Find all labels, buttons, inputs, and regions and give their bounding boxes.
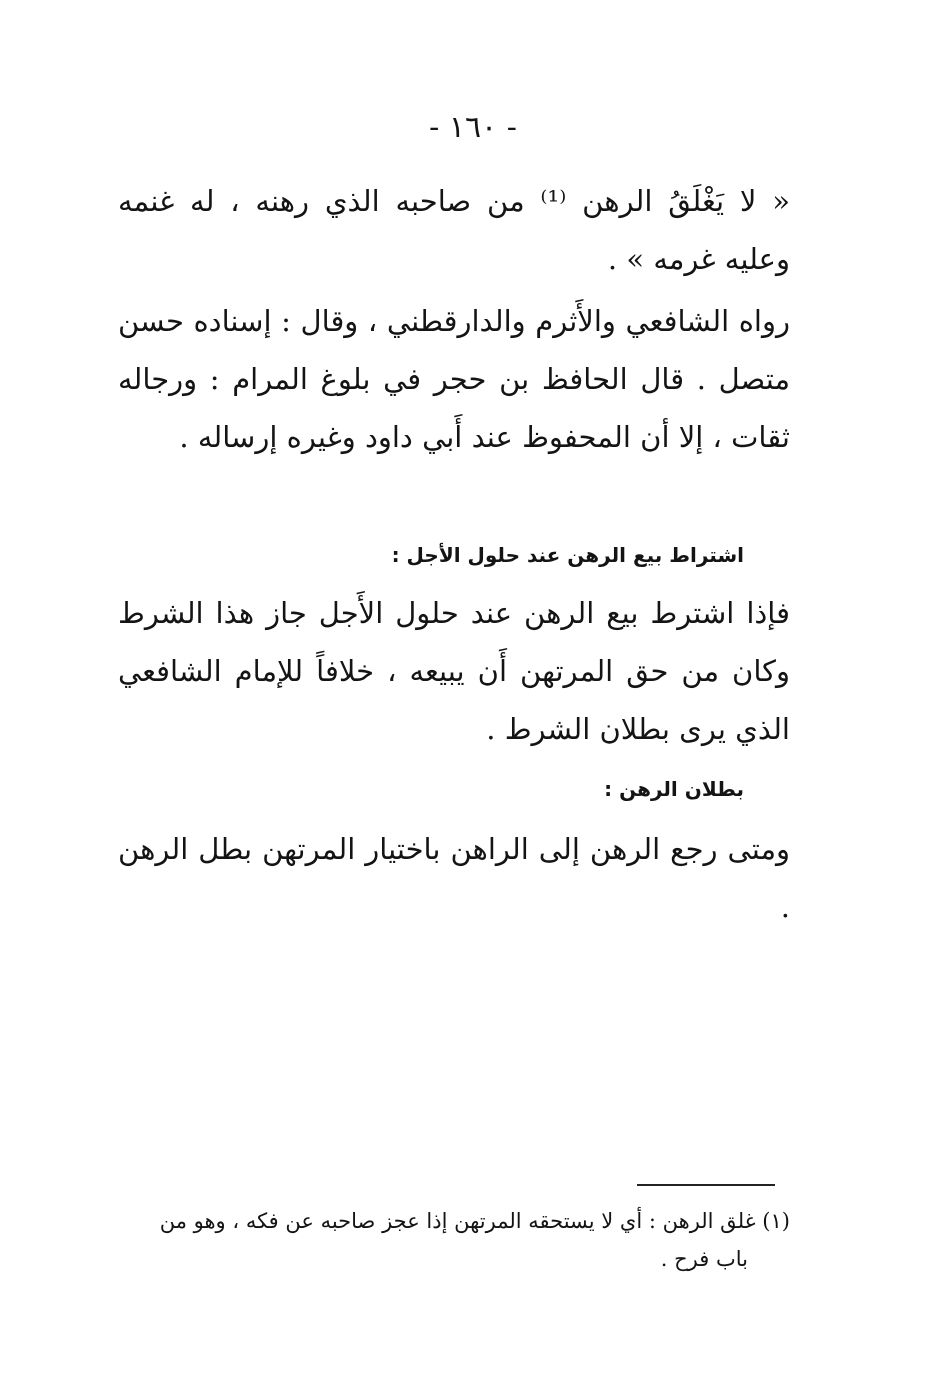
sale-condition-paragraph xyxy=(118,584,790,758)
sale-condition-text: فإذا اشترط بيع الرهن عند حلول الأَجل جاز هذا الشرط وكان من حق المرتهن أَن يبيعه ، خلافاً للإمام الشافعي الذي يرى بطلان الشرط . xyxy=(118,596,790,746)
hadith-text: « لا يَغْلَقُ الرهن ⁽¹⁾ من صاحبه الذي رهنه ، له غنمه وعليه غرمه » . xyxy=(118,184,790,276)
footnote-separator xyxy=(637,1184,775,1186)
section-heading-sale-condition: اشتراط بيع الرهن عند حلول الأجل : xyxy=(391,543,744,567)
pledge-voidance-paragraph xyxy=(118,820,790,936)
footnote-line-2: باب فرح . xyxy=(660,1247,748,1271)
footnote-line-1: (١) غلق الرهن : أي لا يستحقه المرتهن إذا عجز صاحبه عن فكه ، وهو من xyxy=(159,1209,790,1233)
page-number: - ١٦٠ - xyxy=(429,110,517,145)
section-heading-pledge-voidance: بطلان الرهن : xyxy=(604,777,744,801)
pledge-voidance-text: ومتى رجع الرهن إلى الراهن باختيار المرتهن بطل الرهن . xyxy=(118,832,790,924)
footnote xyxy=(118,1202,790,1278)
hadith-paragraph xyxy=(118,172,790,288)
narration-paragraph xyxy=(118,292,790,466)
narration-text: رواه الشافعي والأَثرم والدارقطني ، وقال : إسناده حسن متصل . قال الحافظ بن حجر في بلوغ المرام : ورجاله ثقات ، إلا أن المحفوظ عند أَبي داود وغيره إرساله . xyxy=(118,304,790,454)
